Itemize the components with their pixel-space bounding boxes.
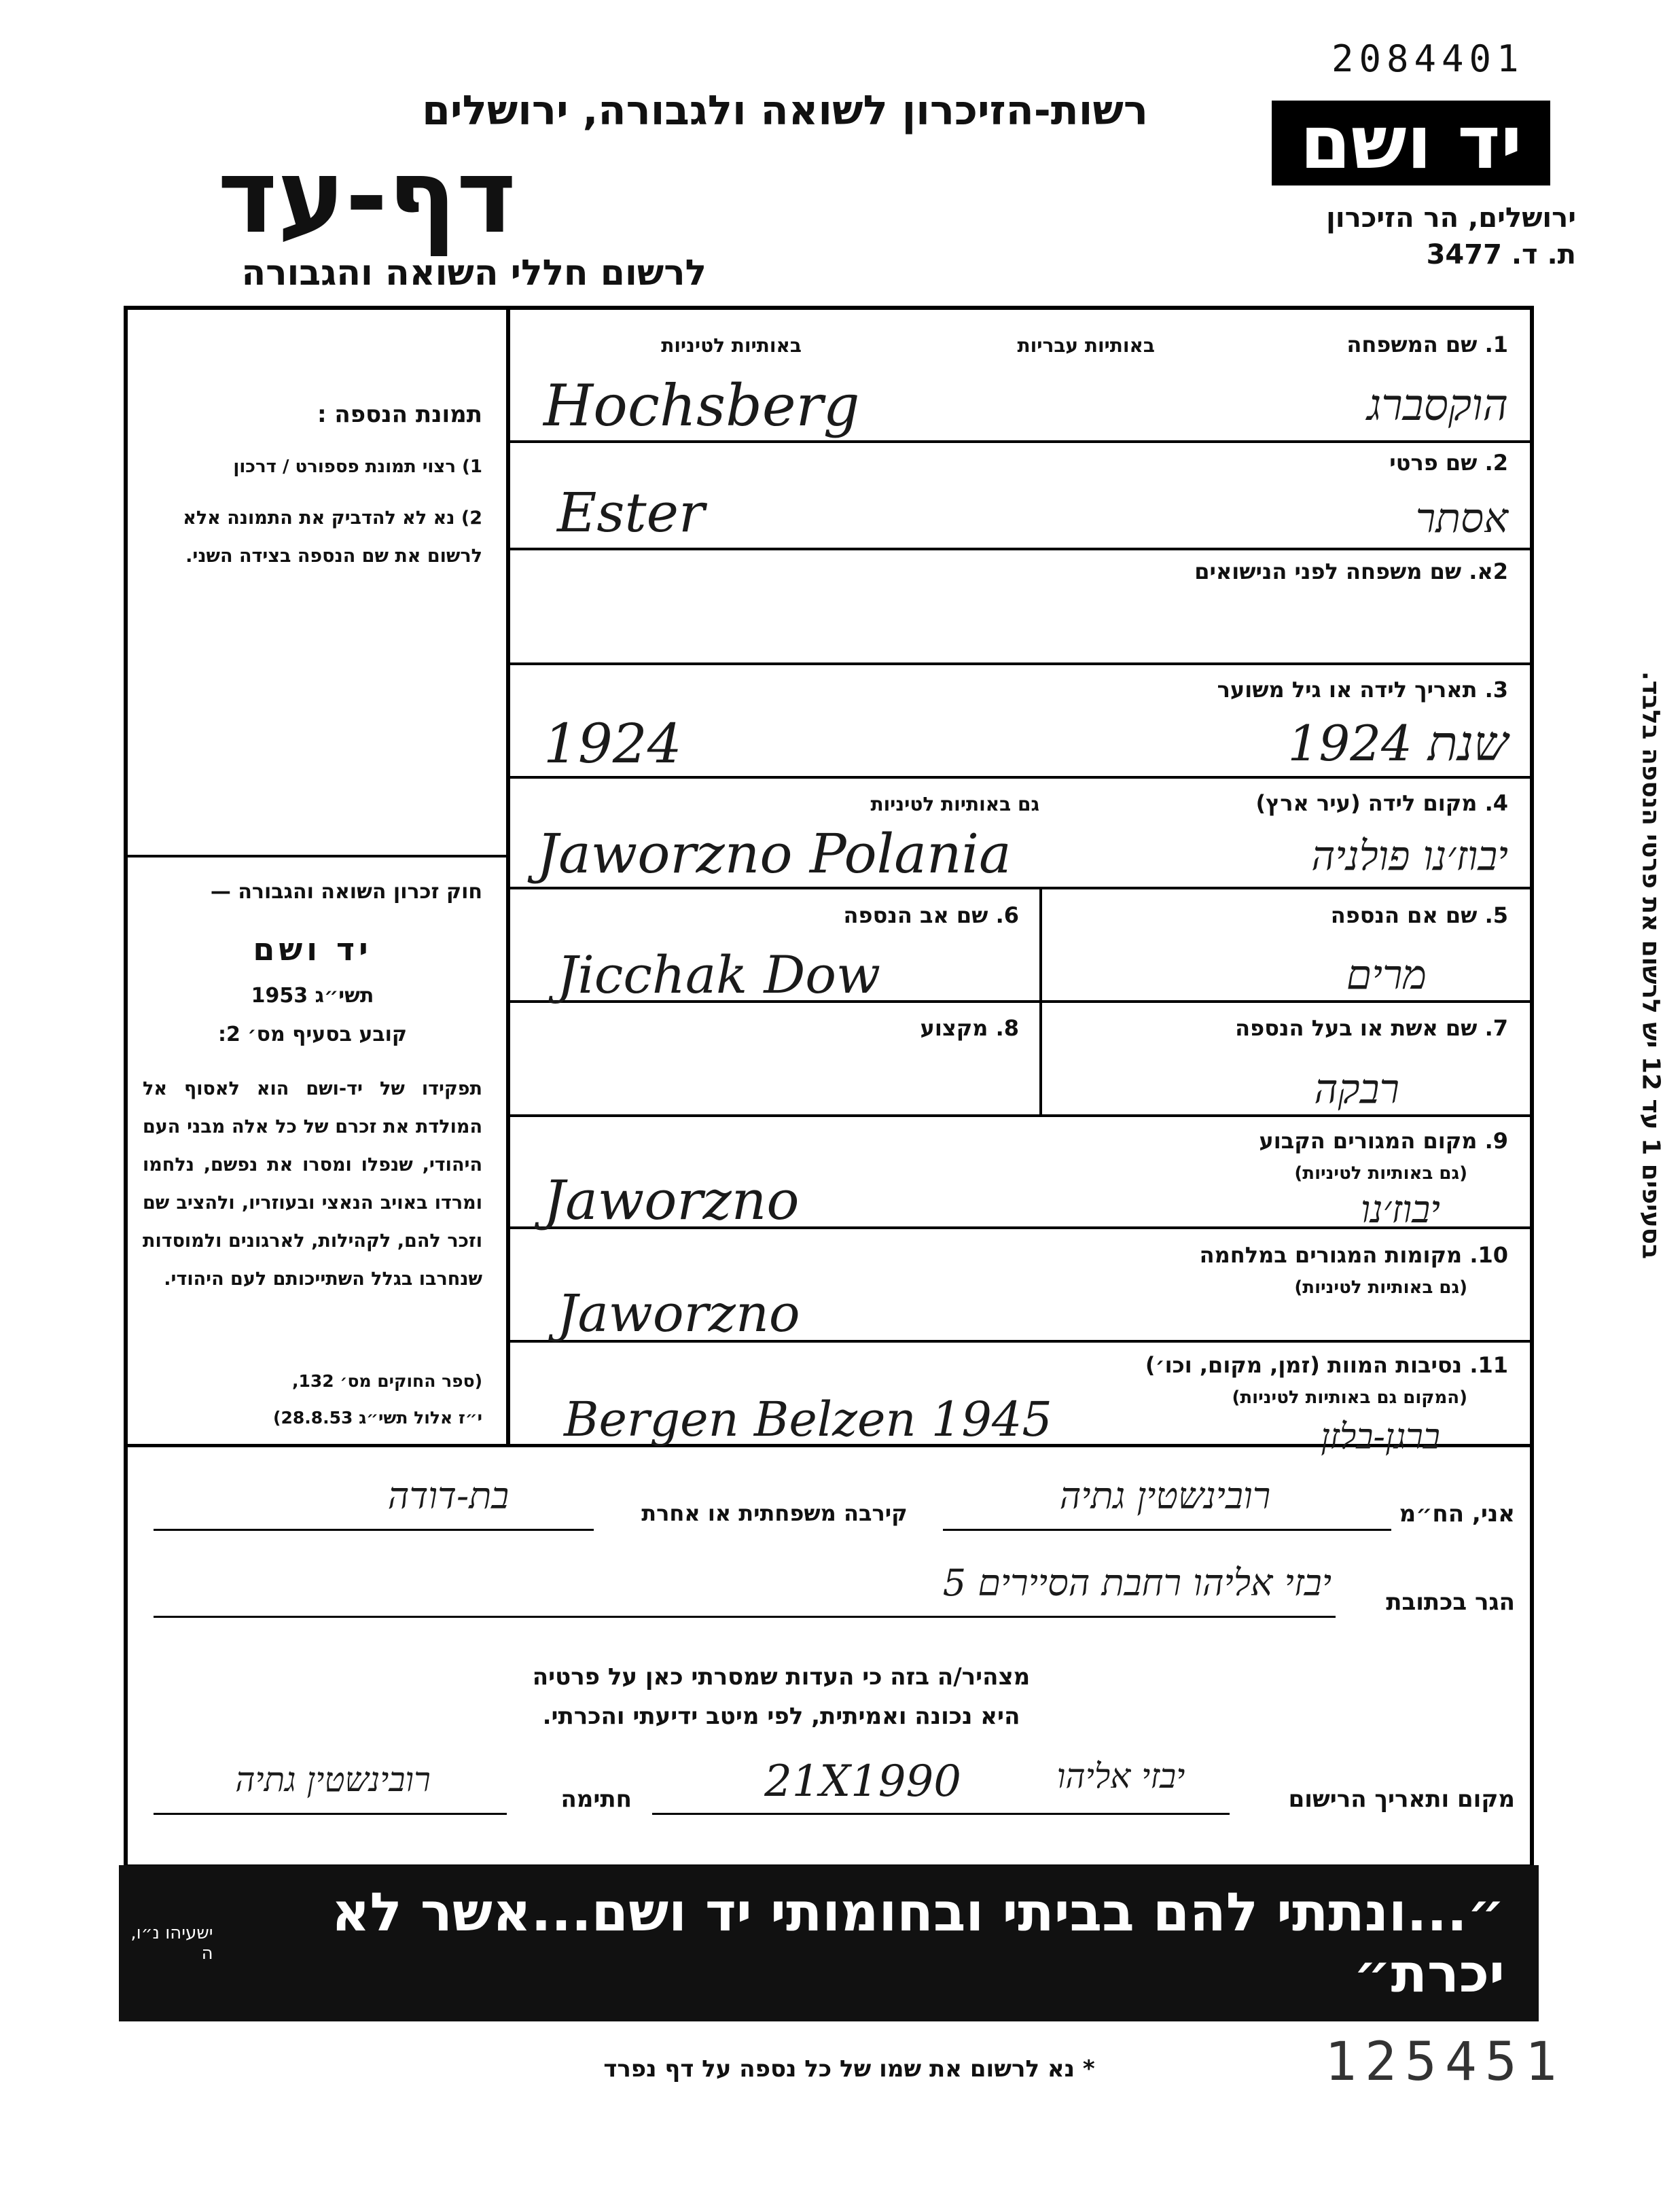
photo-note-1: 1) רצוי תמונת פספורט / דרכון [233, 457, 482, 477]
signature-value[interactable]: רובינשטין גתיה [235, 1760, 431, 1799]
top-serial-number: 2084401 [1332, 37, 1524, 80]
field-4-latin-value[interactable]: Jaworzno Polania [537, 822, 1012, 885]
address-label: הגר בכתובת [1386, 1589, 1515, 1616]
law-reference-2: י״ז אלול תשי״ג 28.8.53) [273, 1408, 482, 1428]
sidebar-section-divider [124, 855, 508, 857]
law-name: יד ושם [253, 931, 372, 968]
field-9-hint: (גם באותיות לטיניות) [1294, 1163, 1467, 1184]
field-5-value[interactable]: מרים [1346, 951, 1427, 999]
authority-line: רשות-הזיכרון לשואה ולגבורה, ירושלים [422, 87, 1148, 135]
law-year: תשי״ג 1953 [251, 984, 374, 1008]
field-9-latin-value[interactable]: Jaworzno [543, 1169, 800, 1232]
form-subtitle: לרשום חללי השואה והגבורה [241, 253, 707, 294]
photo-note-2: 2) נא לא להדביק את התמונה אלא לרשום את שם הנספה בצידה השני. [183, 508, 482, 567]
field-2a-label: 2א. שם משפחה לפני הנישואים [1194, 559, 1508, 584]
row-divider [508, 776, 1534, 779]
quote-banner [119, 1865, 1539, 2021]
field-7-label: 7. שם אשת או בעל הנספה [1235, 1015, 1508, 1041]
field-4-hebrew-value[interactable]: יבוז׳נו פולניה [1311, 832, 1508, 880]
field-11-hint: (המקום גם באותיות לטיניות) [1232, 1387, 1467, 1408]
field-9-label: 9. מקום המגורים הקבוע [1259, 1128, 1508, 1154]
field-8-value[interactable] [523, 1057, 1026, 1108]
form-title: דף-עד [217, 138, 516, 256]
signature-line [154, 1813, 507, 1815]
witness-i-label: אני, הח״מ [1399, 1500, 1515, 1527]
law-section: קובע בסעיף מס׳ 2: [217, 1023, 408, 1046]
registration-place-value[interactable]: יבזי אליהו [1056, 1756, 1185, 1796]
field-2-latin-value[interactable]: Ester [557, 481, 705, 544]
relation-value[interactable]: בת-דודה [387, 1474, 510, 1517]
field-10-hint: (גם באותיות לטיניות) [1294, 1277, 1467, 1298]
field-3-hebrew-value[interactable]: שנת 1924 [1287, 715, 1508, 772]
yad-vashem-logo: יד ושם [1272, 101, 1550, 185]
address-line-2: ת. ד. 3477 [1426, 239, 1576, 270]
relation-line [154, 1529, 594, 1531]
declaration-line-1: מצהיר/ה בזה כי העדות שמסרתי כאן על פרטיה [532, 1663, 1031, 1691]
field-3-latin-value[interactable]: 1924 [543, 712, 682, 775]
field-6-label: 6. שם אב הנספה [843, 902, 1019, 928]
field-2-hebrew-value[interactable]: אסתר [1415, 495, 1508, 542]
row-divider [508, 662, 1534, 665]
witness-name-value[interactable]: רובינשטין גתיה [1059, 1474, 1271, 1517]
field-11-latin-value[interactable]: Bergen Belzen 1945 [564, 1392, 1052, 1447]
banner-quote: ״...ונתתי להם בביתי ובחומותי יד ושם...אשר לא יכרת״ [331, 1882, 1505, 2004]
field-10-label: 10. מקומות המגורים במלחמה [1199, 1242, 1508, 1268]
law-text: תפקידו של יד-ושם הוא לאסוף אל המולדת את זכרם של כל אלה מבני העם היהודי, שנפלו ומסרו את נפשם, נלחמו ומרדו באויב הנאצי ובעוזריו, ולהציב שם וזכר להם, לקהילות, לארגונים ולמוסדות שנחרבו בגלל השתייכותם לעם היהודי. [143, 1078, 482, 1290]
row-divider [508, 1114, 1534, 1117]
relation-label: קירבה משפחתית או אחרת [641, 1500, 908, 1526]
field-1-hebrew-hint: באותיות עבריות [1017, 334, 1155, 357]
field-8-label: 8. מקצוע [920, 1015, 1019, 1041]
field-9-hebrew-value[interactable]: יבוז׳נו [1360, 1188, 1440, 1232]
field-4-label: 4. מקום לידה (עיר ארץ) [1255, 790, 1508, 816]
place-date-label: מקום ותאריך הרישום [1288, 1786, 1515, 1813]
side-note: בסעיפים 1 עד 12 יש לרשום את פרטי הנספה בלבד. [1637, 671, 1665, 1260]
field-10-latin-value[interactable]: Jaworzno [557, 1283, 800, 1343]
field-1-label: 1. שם המשפחה [1346, 332, 1508, 357]
field-5-label: 5. שם אם הנספה [1330, 902, 1508, 928]
field-2a-value[interactable] [523, 598, 1522, 652]
sidebar-divider [506, 306, 510, 1444]
field-1-latin-value[interactable]: Hochsberg [543, 372, 860, 439]
row-divider [508, 440, 1534, 443]
row-divider [508, 548, 1534, 550]
field-4-latin-hint: גם באותיות לטיניות [870, 793, 1039, 815]
registration-date-value[interactable]: 21X1990 [764, 1756, 961, 1807]
declaration-line-2: היא נכונה ואמיתית, לפי מיטב ידיעתי והכרתי. [542, 1703, 1020, 1730]
field-1-hebrew-value[interactable]: הוקסברג [1367, 381, 1508, 431]
field-3-label: 3. תאריך לידה או גיל משוער [1217, 677, 1508, 703]
field-6-value[interactable]: Jicchak Dow [557, 944, 881, 1005]
address-value[interactable]: יבזי אליהו רחבת הסיירים 5 [942, 1561, 1332, 1604]
address-line [154, 1616, 1336, 1618]
law-title: חוק זכרון השואה והגבורה — [210, 880, 482, 904]
place-date-line [652, 1813, 1230, 1815]
field-7-value[interactable]: רבקה [1314, 1065, 1399, 1113]
field-11-label: 11. נסיבות המוות (זמן, מקום, וכו׳) [1145, 1352, 1508, 1378]
bottom-serial-number: 125451 [1325, 2032, 1565, 2093]
row-divider [508, 887, 1534, 889]
address-line-1: ירושלים, הר הזיכרון [1326, 202, 1576, 234]
law-reference-1: (ספר החוקים מס׳ 132, [292, 1371, 482, 1391]
banner-source: ישעיהו נ״ו, ה [130, 1923, 213, 1964]
witness-name-line [943, 1529, 1391, 1531]
field-2-label: 2. שם פרטי [1389, 450, 1508, 476]
footer-note: * נא לרשום את שמו של כל נספה על דף נפרד [603, 2055, 1095, 2083]
signature-label: חתימה [560, 1786, 632, 1813]
photo-title: תמונת הנספה : [317, 401, 482, 428]
field-1-latin-hint: באותיות לטיניות [661, 334, 802, 357]
field-11-hebrew-value[interactable]: ברגן-בלזן [1321, 1417, 1440, 1457]
column-divider [1039, 887, 1042, 1114]
